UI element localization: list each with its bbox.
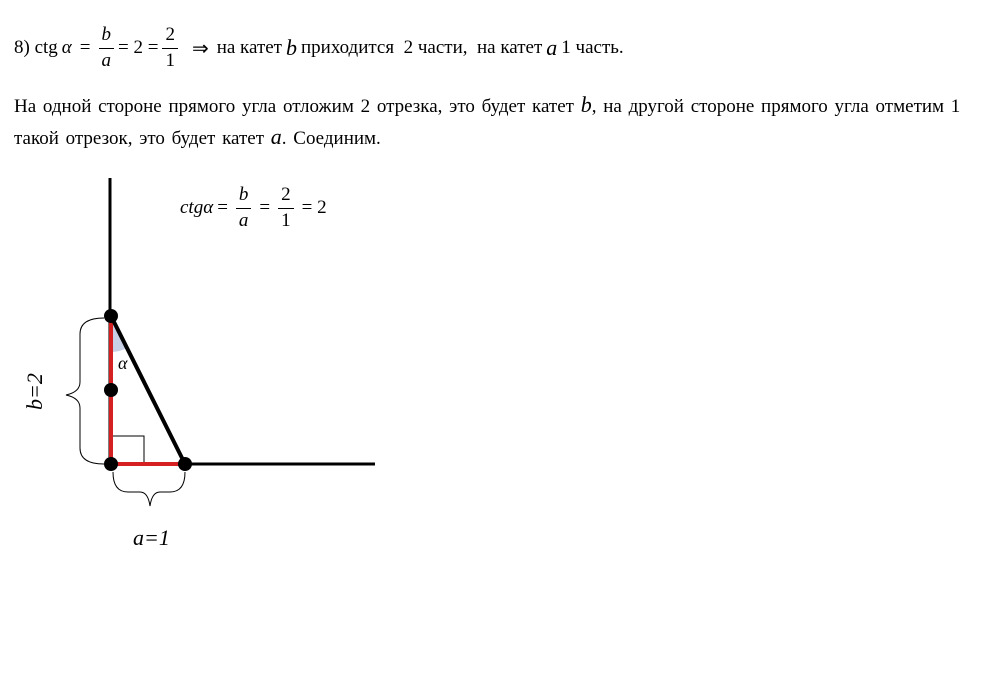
implies-arrow-icon: ⇒ xyxy=(191,37,209,60)
point-origin xyxy=(104,457,118,471)
point-right xyxy=(178,457,192,471)
paragraph-part3: . Соединим. xyxy=(281,128,381,149)
label-b: b=2 xyxy=(22,373,47,410)
equals-sign: = xyxy=(79,37,91,58)
equals-two: = 2 xyxy=(301,197,327,218)
brace-a xyxy=(113,472,185,506)
variable-a: a xyxy=(270,124,282,149)
variable-a: a xyxy=(546,35,558,60)
label-alpha: α xyxy=(118,353,128,373)
equals-sign: = xyxy=(259,197,271,218)
point-middle xyxy=(104,383,118,397)
variable-b: b xyxy=(580,92,592,117)
fraction-numerator: b xyxy=(101,23,111,45)
ctg-alpha: ctgα xyxy=(180,197,214,218)
fraction-numerator: b xyxy=(238,183,249,205)
equals-two-equals: = 2 = xyxy=(118,37,159,58)
fraction-denominator: 1 xyxy=(162,48,178,72)
text-on-leg: на катет xyxy=(216,37,282,58)
paragraph-part2: , на другой стороне прямого угла отметим 1 такой отрезок, это будет катет xyxy=(14,96,961,149)
fraction-denominator: a xyxy=(236,208,252,232)
fraction-numerator: 2 xyxy=(281,183,291,205)
equals-sign: = xyxy=(217,197,228,218)
label-a: a=1 xyxy=(133,525,170,550)
ctg-formula xyxy=(180,180,331,236)
variable-b: b xyxy=(285,35,297,60)
fraction-numerator: 2 xyxy=(165,23,175,45)
fraction-two-over-one xyxy=(278,185,294,232)
fraction-denominator: a xyxy=(99,48,115,72)
brace-b xyxy=(66,318,104,464)
text-one-part: 1 часть. xyxy=(561,37,624,58)
point-top xyxy=(104,309,118,323)
right-angle-marker xyxy=(113,436,144,462)
paragraph-part1: На одной стороне прямого угла отложим 2 отрезка, это будет катет xyxy=(14,96,581,117)
problem-prefix: 8) ctg xyxy=(14,37,58,58)
text-two-parts: приходится 2 части, на катет xyxy=(300,37,543,58)
alpha-symbol: α xyxy=(61,37,72,58)
hypotenuse xyxy=(111,316,185,464)
fraction-b-over-a xyxy=(236,185,252,232)
fraction-denominator: 1 xyxy=(278,208,294,232)
